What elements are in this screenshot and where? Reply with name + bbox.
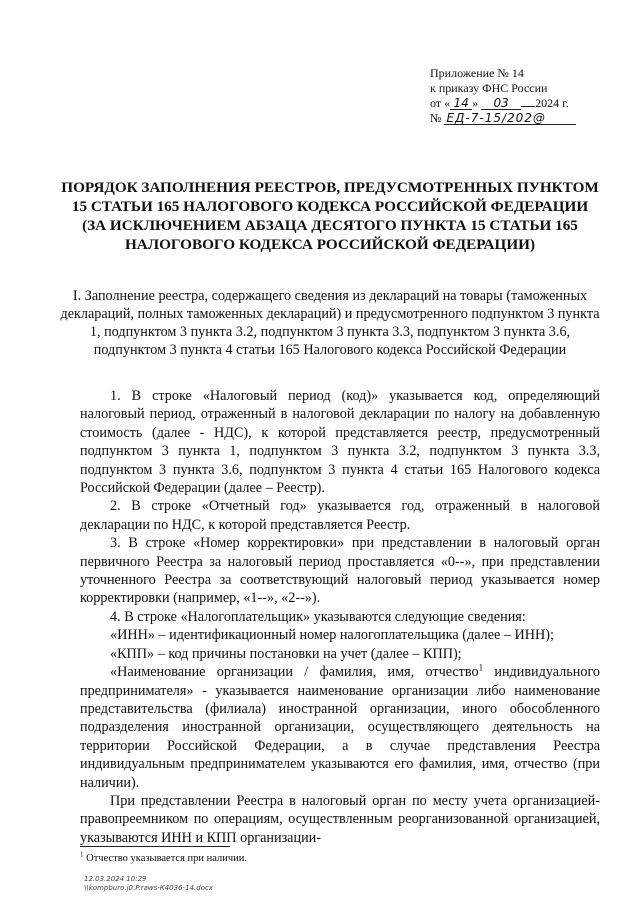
paragraph-name-rest: индивидуального предпринимателя» - указывается наименование организации либо наименование представительства (филиала) иностранной организации, иного обособленного подразделения иностранной организации, осуществляющего деятельность на территории Российской Федерации, а в случае представления Реестра индивидуальным предпринимателем указываются его фамилия, имя, отчество (при наличии). <box>80 664 600 791</box>
footnote-mark: 1 <box>80 850 84 859</box>
footnote-reference: 1 <box>478 662 484 673</box>
order-number-handwritten: ЕД-7-15/202@ <box>444 112 576 125</box>
order-line: к приказу ФНС России <box>430 81 548 95</box>
paragraph-4: 4. В строке «Налогоплательщик» указываются следующие сведения: <box>110 608 526 625</box>
section-heading: I. Заполнение реестра, содержащего сведения из деклараций на товары (таможенных деклараций, полных таможенных деклараций) и предусмотренного подпунктом 3 пункта 1, подпунктом 3 пункта 3.2, подпунктом 3 пункта 3.3, подпунктом 3 пункта 3.6, подпунктом 3 пункта 4 статьи 165 Налогового кодекса Российской Федерации <box>60 288 600 358</box>
file-stamp <box>84 875 213 893</box>
appendix-line: Приложение № 14 <box>430 66 524 80</box>
paragraph-kpp: «КПП» – код причины постановки на учет (далее – КПП); <box>110 645 462 662</box>
paragraph-inn: «ИНН» – идентификационный номер налогоплательщика (далее – ИНН); <box>110 627 554 644</box>
file-stamp-date: 12.03.2024 10:29 <box>84 875 147 883</box>
paragraph-3: 3. В строке «Номер корректировки» при представлении в налоговый орган первичного Реестра за налоговый период проставляется «0--», при представлении уточненного Реестра за соответствующий налоговый период указывается номер корректировки (например, «1--», «2--»). <box>80 535 600 607</box>
paragraph-successor: При представлении Реестра в налоговый орган по месту учета организацией-правопреемником по операциям, осуществленным реорганизованной организацией, указываются ИНН и КПП организации- <box>80 792 600 846</box>
number-prefix: № <box>430 111 442 125</box>
date-mid: » <box>472 96 479 110</box>
footnote <box>80 852 247 865</box>
file-stamp-path: \\kompburo.j0.P.raws-К4036-14.docx <box>84 884 213 892</box>
paragraph-2: 2. В строке «Отчетный год» указывается год, отраженный в налоговой декларации по НДС, к которой представляется Реестр. <box>80 498 600 533</box>
order-date-line <box>430 96 576 111</box>
date-month-handwritten: 03 <box>481 97 521 110</box>
document-body <box>80 387 600 847</box>
footnote-divider <box>80 846 230 847</box>
footnote-text: Отчество указывается при наличии. <box>83 853 248 864</box>
document-title: ПОРЯДОК ЗАПОЛНЕНИЯ РЕЕСТРОВ, ПРЕДУСМОТРЕННЫХ ПУНКТОМ 15 СТАТЬИ 165 НАЛОГОВОГО КОДЕКСА РОССИЙСКОЙ ФЕДЕРАЦИИ (ЗА ИСКЛЮЧЕНИЕМ АБЗАЦА ДЕСЯТОГО ПУНКТА 15 СТАТЬИ 165 НАЛОГОВОГО КОДЕКСА РОССИЙСКОЙ ФЕДЕРАЦИИ) <box>61 179 599 253</box>
order-number-line <box>430 111 576 126</box>
paragraph-1: 1. В строке «Налоговый период (код)» указывается код, определяющий налоговый период, отраженный в налоговой декларации по налогу на добавленную стоимость (далее - НДС), к которой представляется реестр, предусмотренный подпунктом 3 пункта 1, подпунктом 3 пункта 3.2, подпунктом 3 пункта 3.3, подпунктом 3 пункта 3.6, подпунктом 3 пункта 4 статьи 165 Налогового кодекса Российской Федерации (далее – Реестр). <box>80 388 600 497</box>
date-blank-line <box>521 96 535 107</box>
paragraph-name <box>80 663 600 792</box>
paragraph-name-start: «Наименование организации / фамилия, имя, отчество <box>110 664 479 681</box>
date-prefix: от « <box>430 96 451 110</box>
date-day-handwritten: 14 <box>450 97 472 110</box>
date-suffix: 2024 г. <box>535 96 569 110</box>
approval-block <box>430 66 576 126</box>
